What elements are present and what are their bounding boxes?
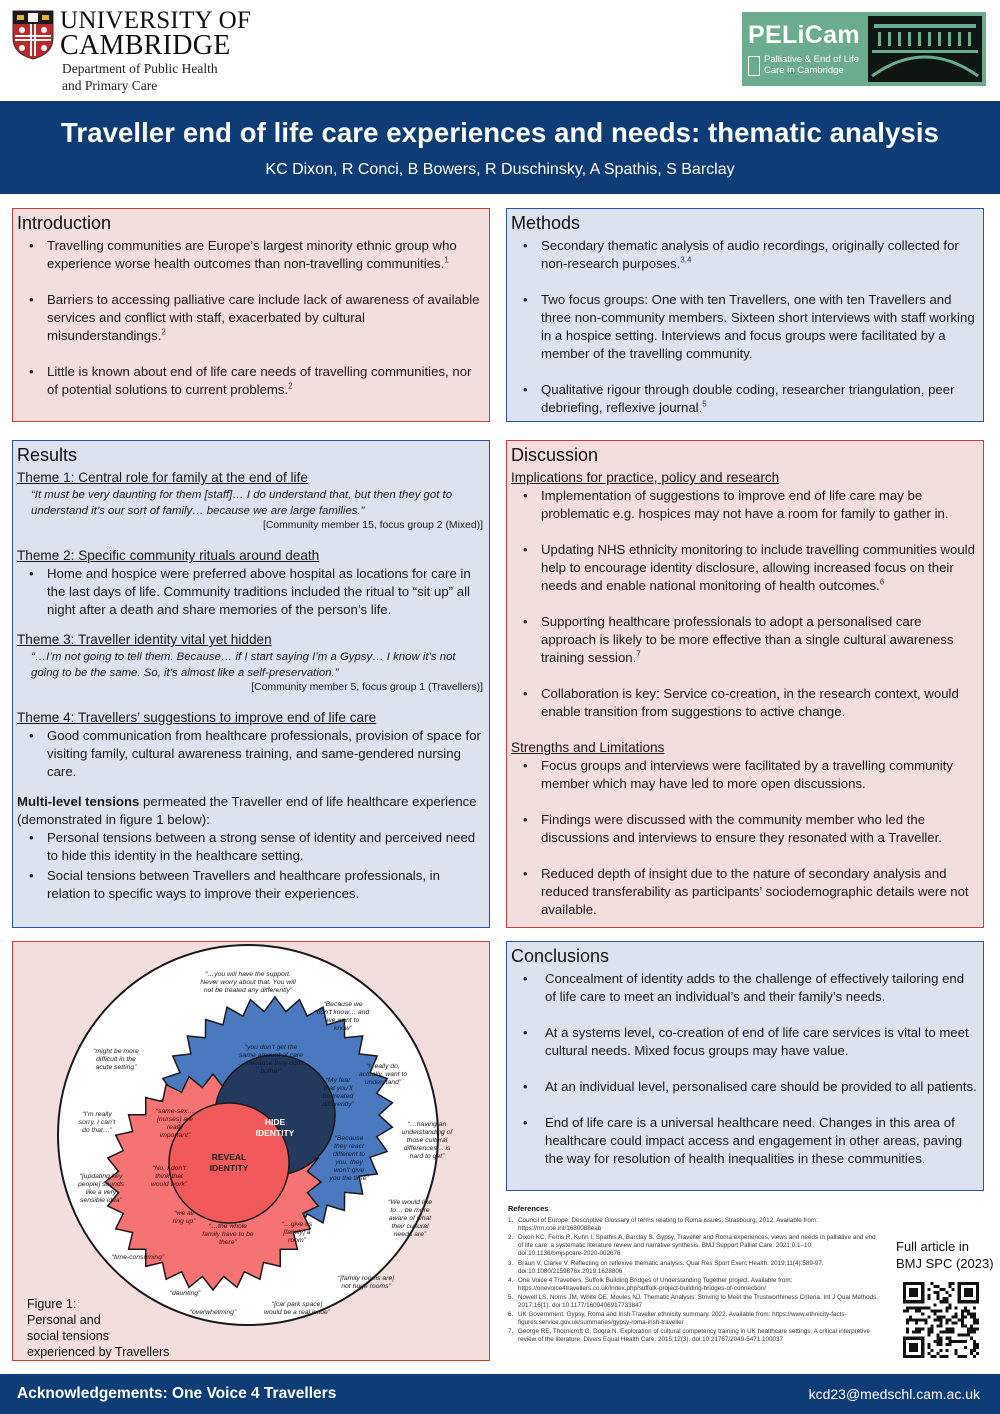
reference-item: 7. George RE, Thornicroft G, Dogra N. Exploration of cultural competency training in UK healthcare settings: A critical interpretive review of the literature. Divers Equal Health Care. 2015;12(3). doi:10.21767/2049-5471.100037	[508, 1328, 870, 1344]
references-title: References	[508, 1204, 549, 1213]
conclusion-bullet: • End of life care is a universal healthcare need. Changes in this area of healthcare could impact access and engagement in other areas, paving the way for resolution of health inequalities in these communities.	[511, 1114, 977, 1168]
methods-heading: Methods	[511, 213, 581, 233]
theme-4-title: Theme 4: Travellers’ suggestions to improve end of life care	[17, 710, 377, 725]
pelicam-mark-icon	[748, 56, 760, 76]
reveal-quote: “…give us [family] a room”	[281, 1221, 313, 1244]
tension-bullet: • Social tensions between Travellers and healthcare professionals, in relation to specific ways to improve their experiences.	[17, 867, 483, 903]
theme-3-title: Theme 3: Traveller identity vital yet hidden	[17, 632, 272, 647]
hide-identity-label: HIDE IDENTITY	[255, 1117, 295, 1138]
discussion-strengths-title: Strengths and Limitations	[511, 740, 665, 755]
discussion-strengths-list	[511, 757, 977, 919]
department-name	[62, 60, 218, 94]
outer-quote: “I’m really sorry, I can’t do that…”	[78, 1111, 116, 1134]
department-line-2: and Primary Care	[62, 78, 158, 93]
university-line-2: CAMBRIDGE	[60, 30, 231, 61]
figure-panel	[12, 941, 490, 1361]
reference-item: 5. Nowell LS, Norris JM, White DE, Moules NJ. Thematic Analysis: Striving to Meet the Trustworthiness Criteria. Int J Qual Methods. 2017;16(1). doi:10.1177/1609406917733847	[508, 1293, 878, 1310]
acknowledgements: Acknowledgements: One Voice 4 Travellers	[17, 1385, 337, 1402]
reference-item: 6. UK Government. Gypsy, Roma and Irish Traveller ethnicity summary. 2022. Available from: https://www.ethnicity-facts-figures.service.gov.uk/summaries/gypsy-roma-irish-traveller	[508, 1311, 847, 1327]
theme-4-list	[17, 727, 483, 781]
reference-item: 4. One Voice 4 Travellers. Suffolk Building Bridges of Understanding Together project. Available from: https://onevoice4travellers.co.uk/index.php/suffolk-project-building-bridges-of-connection/	[508, 1276, 793, 1292]
conclusion-bullet: • At an individual level, personalised care should be provided to all patients.	[511, 1078, 977, 1096]
outer-quote: “overwhelming”	[189, 1309, 237, 1316]
pelicam-title: PELiCam	[748, 21, 860, 49]
figure-caption-line-2: social tensions	[27, 1329, 109, 1343]
poster-header	[0, 0, 1000, 100]
outer-quote: “time-consuming”	[111, 1254, 165, 1261]
introduction-list	[17, 237, 483, 399]
outer-quote: “We would like to… be more aware of what their cultural needs are”	[387, 1199, 433, 1238]
discussion-implications-title: Implications for practice, policy and research	[511, 470, 780, 485]
results-panel	[12, 440, 490, 928]
outer-quote: “I really do, actually, want to understand”	[358, 1063, 408, 1086]
footer-bar	[0, 1374, 1000, 1414]
tension-bullet: • Personal tensions between a strong sense of identity and perceived need to hide this identity in the healthcare setting.	[17, 829, 483, 865]
discussion-bullet: • Collaboration is key: Service co-creation, in the research context, would enable transition from suggestions to active change.	[511, 685, 977, 721]
theme-3-citation: [Community member 5, focus group 1 (Travellers)]	[251, 682, 483, 693]
outer-quote: “…having an understanding of those cultural differences… is hard to get”	[401, 1121, 453, 1160]
methods-bullet: • Qualitative rigour through double coding, researcher triangulation, peer debriefing, reflexive journal.$^5$	[511, 381, 977, 417]
tension-lead: Multi-level tensions	[17, 794, 140, 809]
outer-quote: “[car park space] would be a real issue”	[263, 1301, 331, 1316]
pelicam-logo	[742, 12, 986, 86]
reveal-identity-label: REVEAL IDENTITY	[209, 1152, 249, 1173]
reveal-quote: “No, I don’t think that would work”	[150, 1165, 188, 1188]
results-heading: Results	[17, 445, 78, 465]
pelicam-sub-line-1: Palliative & End of Life	[764, 54, 860, 65]
conclusion-bullet: • Concealment of identity adds to the challenge of effectively tailoring end of life care to meet an individual’s and their family’s needs.	[511, 970, 977, 1006]
methods-bullet: • Secondary thematic analysis of audio recordings, originally collected for non-research purposes.$^{3,4}$	[511, 237, 977, 273]
hide-quote: “My fear that you’ll be treated differently”	[322, 1077, 354, 1108]
pelicam-subtitle	[764, 54, 859, 76]
theme-2-list	[17, 565, 483, 619]
introduction-heading: Introduction	[17, 213, 112, 233]
outer-quote: “might be more difficult in the acute setting”	[93, 1048, 139, 1071]
discussion-panel	[506, 440, 984, 928]
full-article-note	[896, 1238, 994, 1272]
reveal-quote: “we all ring up”	[172, 1210, 196, 1225]
methods-bullet: • Two focus groups: One with ten Travellers, one with ten Travellers and three non-community members. Sixteen short interviews with staff working in a hospice setting. Interviews and focus groups were facilitated by a member of the travelling community.	[511, 291, 977, 363]
discussion-implications-list	[511, 487, 977, 721]
methods-panel	[506, 208, 984, 422]
department-line-1: Department of Public Health	[62, 61, 218, 76]
intro-bullet: • Little is known about end of life care needs of travelling communities, nor of potential solutions to current problems.$^2$	[17, 363, 483, 399]
discussion-bullet: • Updating NHS ethnicity monitoring to include travelling communities would help to encourage identity disclosure, allowing increased focus on their needs and enable national monitoring of health outcomes.$^6$	[511, 541, 977, 595]
hide-quote: “you don’t get the same amount of care … because they don’t bother”	[238, 1044, 304, 1075]
hide-quote: “Because they react different to you, they won’t give you the time”	[329, 1135, 369, 1182]
discussion-bullet: • Supporting healthcare professionals to adopt a personalised care approach is likely to be more effective than a single cultural awareness training session.$^7$	[511, 613, 977, 667]
theme-2-title: Theme 2: Specific community rituals around death	[17, 548, 320, 563]
theme-1-title: Theme 1: Central role for family at the end of life	[17, 470, 308, 485]
title-banner	[0, 101, 1000, 194]
tension-rest: permeated the Traveller end of life healthcare experience (demonstrated in figure 1 below):	[17, 794, 477, 827]
university-name	[60, 7, 252, 61]
contact-email[interactable]: kcd23@medschl.cam.ac.uk	[808, 1386, 980, 1402]
poster-authors: KC Dixon, R Conci, B Bowers, R Duschinsky, A Spathis, S Barclay	[265, 161, 735, 178]
strength-bullet: • Reduced depth of insight due to the nature of secondary analysis and reduced transferability as participants’ sociodemographic details were not available.	[511, 865, 977, 919]
conclusions-list	[511, 970, 977, 1168]
outer-quote: “[updating key people] sounds like a very sensible idea”	[77, 1173, 125, 1204]
reference-item: 3. Braun V, Clarke V. Reflecting on reflexive thematic analysis. Qual Res Sport Exerc Health. 2019;11(4):589-97. doi:10.1080/2159676x.2019.1628806	[508, 1259, 824, 1275]
conclusions-heading: Conclusions	[511, 946, 610, 966]
figure-caption-line-3: experienced by Travellers	[27, 1345, 170, 1359]
reveal-quote: “same-sex… [nurses] are really important”	[155, 1108, 195, 1139]
discussion-bullet: • Implementation of suggestions to improve end of life care may be problematic e.g. hospices may not have a room for family to gather in.	[511, 487, 977, 523]
figure-caption	[27, 1296, 169, 1360]
theme-3-quote: “…I’m not going to tell them. Because… if I start saying I’m a Gypsy… I know it’s not going to be the same. So, it’s almost like a self-preservation.”	[31, 651, 456, 679]
outer-quote: “[family rooms are] not huge rooms”	[337, 1275, 395, 1290]
references-list	[508, 1217, 878, 1344]
theme-2-bullet: • Home and hospice were preferred above hospital as locations for care in the last days of life. Community traditions included the ritual to “sit up” all night after a death and share memories of the person’s life.	[17, 565, 483, 619]
full-article-line-1: Full article in	[896, 1239, 969, 1254]
poster-title: Traveller end of life care experiences and needs: thematic analysis	[61, 117, 939, 148]
outer-quote: “…you will have the support. Never worry about that. You will not be treated any differently”	[200, 971, 296, 994]
outer-quote: “Because we don’t know… and we want to know”	[316, 1001, 370, 1032]
strength-bullet: • Findings were discussed with the community member who led the discussions and interviews to ensure they resonated with a Traveller.	[511, 811, 977, 847]
intro-bullet: • Travelling communities are Europe’s largest minority ethnic group who experience worse health outcomes than non-travelling communities.$^1$	[17, 237, 483, 273]
references	[508, 1205, 878, 1346]
introduction-panel	[12, 208, 490, 422]
tension-list	[17, 829, 483, 903]
theme-1-citation: [Community member 15, focus group 2 (Mixed)]	[262, 520, 483, 531]
reference-item: 1. Council of Europe. Descriptive Glossary of terms relating to Roma issues. Strasbourg; 2012. Available from: https://rm.coe.int/1680088eab	[508, 1217, 818, 1233]
theme-1-quote: “It must be very daunting for them [staff]… I do understand that, but then they got to understand it’s our sort of family… because we are large families.”	[31, 489, 453, 517]
theme-4-bullet: • Good communication from healthcare professionals, provision of space for visiting family, cultural awareness training, and same-gendered nursing care.	[17, 727, 483, 781]
university-line-1: UNIVERSITY OF	[60, 7, 252, 34]
figure-caption-label: Figure 1:	[27, 1297, 77, 1311]
bridge-illustration-icon	[868, 16, 982, 82]
cambridge-crest-icon	[12, 10, 54, 60]
discussion-heading: Discussion	[511, 445, 599, 465]
pelicam-sub-line-2: Care in Cambridge	[764, 65, 844, 76]
intro-bullet: • Barriers to accessing palliative care include lack of awareness of available services and conflict with staff, exacerbated by cultural misunderstandings.$^2$	[17, 291, 483, 345]
methods-list	[511, 237, 977, 417]
strength-bullet: • Focus groups and interviews were facilitated by a travelling community member which may have led to more open discussions.	[511, 757, 977, 793]
reference-item: 2. Dixon KC, Ferris R, Kuhn I, Spathis A, Barclay S. Gypsy, Traveller and Roma experiences, views and needs in palliative and end of life care: a systematic literature review and narrative synthesis. BMJ Support Palliat Care. 2021;0:1–10. doi:10.1136/bmjspcare-2020-002676	[508, 1234, 876, 1258]
conclusions-panel	[506, 941, 984, 1191]
outer-quote: “daunting”	[169, 1290, 201, 1297]
tension-paragraph	[17, 793, 483, 829]
full-article-line-2: BMJ SPC (2023)	[896, 1256, 994, 1271]
figure-caption-line-1: Personal and	[27, 1313, 101, 1327]
conclusion-bullet: • At a systems level, co-creation of end of life care services is vital to meet cultural needs. Mixed focus groups may have value.	[511, 1024, 977, 1060]
qr-code-icon[interactable]	[903, 1282, 979, 1358]
reveal-quote: “…the whole family have to be there”	[202, 1223, 254, 1246]
